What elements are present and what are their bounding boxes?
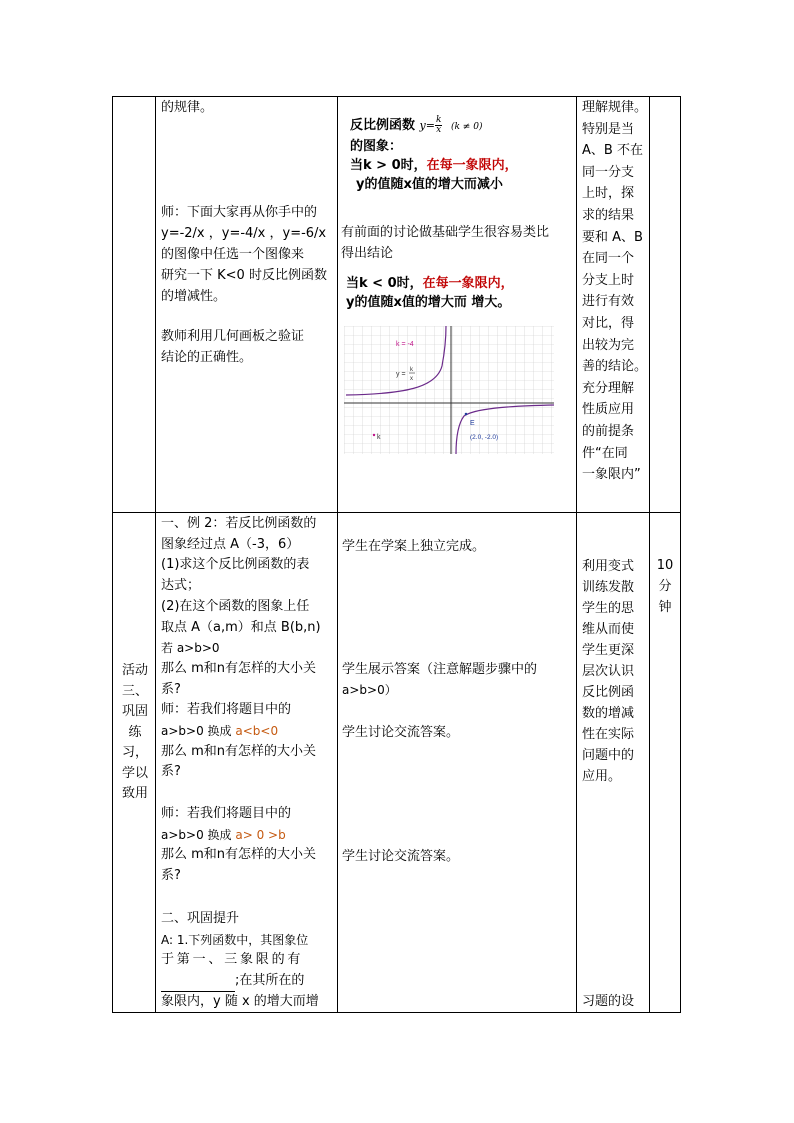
- graph-point-e: [465, 413, 468, 416]
- graph-k-axis-label: k: [377, 434, 381, 441]
- intent-line: 进行有效: [582, 294, 635, 310]
- verify-line: 结论的正确性。: [161, 350, 253, 365]
- graph-y-num: k: [410, 367, 413, 373]
- intent-line: 学生更深: [582, 643, 635, 658]
- k-positive-rule: 当k > 0时，在每一象限内，: [350, 158, 518, 173]
- example-line: 系?: [161, 681, 181, 697]
- k-positive-rule-line2: y的值随x值的增大而减小: [356, 177, 503, 192]
- example-line: 图象经过点 A（-3，6）: [161, 536, 300, 552]
- duration-line: 钟: [658, 600, 672, 615]
- example-problem-cell: [161, 514, 333, 783]
- variant-question: 那么 m和n有怎样的大小关: [161, 847, 317, 863]
- exercise-line: ;在其所在的: [161, 971, 333, 992]
- duration-cell: [652, 555, 678, 618]
- intent-line: A、B 不在: [582, 143, 643, 159]
- graph-k-marker: [373, 434, 375, 436]
- function-definition: [350, 116, 572, 194]
- stage-line: 致用: [121, 786, 148, 801]
- intent-line: 层次认识: [582, 664, 635, 679]
- exercise-line: 于第一、三象限的有: [161, 952, 304, 968]
- intent-line: 求的结果: [582, 207, 635, 223]
- intent-line: 应用。: [582, 769, 622, 784]
- teacher-verify: [161, 326, 333, 368]
- example-line: 达式；: [161, 578, 201, 594]
- stage-line: 习，: [121, 745, 148, 760]
- stage-line: 学以: [121, 765, 148, 781]
- student-activity-2-line: 学生展示答案（注意解题步骤中的: [342, 662, 538, 677]
- intent-line: 问题中的: [582, 748, 635, 763]
- graph-y-den: x: [410, 376, 413, 382]
- graph-point-label: E: [470, 420, 475, 427]
- intent-line: 特别是当: [582, 121, 635, 137]
- graph-grid: [344, 326, 554, 454]
- stage-line: 三、: [121, 683, 148, 699]
- example-line: (1)求这个反比例函数的表: [161, 557, 310, 573]
- stage-line: 活动: [121, 663, 148, 678]
- teacher-line: 的增减性。: [161, 289, 227, 304]
- table-border-right: [680, 96, 681, 1013]
- design-intent-cell: [582, 97, 648, 486]
- k-negative-line1: 当k < 0时，在每一象限内，: [346, 276, 514, 291]
- student-activity-1: 学生在学案上独立完成。: [342, 539, 486, 554]
- col-divider-4: [649, 96, 650, 1013]
- teacher-variant-2: 师：若我们将题目中的: [161, 806, 292, 821]
- k-negative-line2: y的值随x值的增大而 增大。: [346, 295, 511, 310]
- table-border-left: [112, 96, 113, 1013]
- intent-line: 在同一个: [582, 251, 635, 267]
- graph-point-coord: (2.0, -2.0): [470, 434, 499, 441]
- example-line: 若 a>b>0: [161, 641, 220, 656]
- intent-line: 利用变式: [582, 559, 635, 574]
- stage-line: 练: [128, 724, 142, 740]
- intent-line: 反比例函: [582, 685, 635, 700]
- intent-line: 分支上时: [582, 272, 635, 288]
- variant-question: 那么 m和n有怎样的大小关: [161, 743, 317, 759]
- derive-line: 有前面的讨论做基础学生很容易类比: [341, 225, 550, 240]
- stage-line: 巩固: [121, 704, 148, 719]
- teacher-instruction: [161, 202, 333, 307]
- student-activity-3: 学生讨论交流答案。: [342, 725, 460, 740]
- teacher-variant-2-block: [161, 804, 333, 887]
- rule-text: 的规律。: [161, 100, 214, 115]
- consolidation-block: [161, 909, 333, 1013]
- intent-line: 要和 A、B: [582, 229, 643, 245]
- teacher-activity-cell: [161, 97, 333, 118]
- graph-y-label: y =: [396, 371, 406, 378]
- example-line: 那么 m和n有怎样的大小关: [161, 660, 317, 676]
- duration-line: 10: [656, 558, 674, 573]
- function-heading: 反比例函数 y= $\frac{k}{x}$ (k ≠ 0): [350, 115, 483, 135]
- intent-line: 性在实际: [582, 727, 635, 742]
- duration-line: 分: [658, 579, 672, 594]
- activity-stage-cell: [117, 661, 153, 805]
- student-activity-2-line: a>b>0）: [342, 683, 397, 697]
- intent-line: 的前提条: [582, 423, 635, 439]
- exercise-line: 象限内，y 随 x 的增大而增: [161, 993, 319, 1009]
- section-heading: 二、巩固提升: [161, 911, 240, 926]
- intent-line: 维从而使: [582, 622, 635, 637]
- graph-k-label: k = -4: [396, 341, 414, 348]
- teacher-line: y=-2/x ，y=-4/x ，y=-6/x: [161, 226, 327, 241]
- teacher-variant-1-cond: a>b>0 换成 a<b<0: [161, 724, 279, 739]
- teacher-intro-line: 师：下面大家再从你手中的: [161, 205, 318, 220]
- student-activity-2: [342, 659, 574, 701]
- example-line: (2)在这个函数的图象上任: [161, 598, 310, 614]
- row-divider: [112, 512, 681, 513]
- intent-line: 对比，得: [582, 315, 635, 331]
- intent-line: 性质应用: [582, 402, 635, 418]
- student-activity-4: 学生讨论交流答案。: [342, 849, 460, 864]
- verify-line: 教师利用几何画板之验证: [161, 329, 305, 344]
- col-divider-3: [576, 96, 577, 1013]
- k-negative-rule: [346, 274, 574, 312]
- example-line: 取点 A（a,m）和点 B(b,n): [161, 619, 321, 635]
- hyperbola-graph: [344, 326, 554, 454]
- col-divider-2: [337, 96, 338, 1013]
- example-line: 一、例 2：若反比例函数的: [161, 516, 317, 531]
- intent-line: 充分理解: [582, 380, 635, 396]
- intent-line: 数的增减: [582, 706, 635, 721]
- teacher-variant-1: 师：若我们将题目中的: [161, 702, 292, 718]
- intent-line: 件“在同: [582, 445, 628, 461]
- intent-line: 理解规律。: [582, 100, 648, 115]
- answer-blank[interactable]: [161, 977, 235, 992]
- teacher-variant-2-cond: a>b>0 换成 a> 0 >b: [161, 827, 286, 842]
- k-over-x-fraction: $\frac{k}{x}$: [435, 115, 442, 135]
- design-intent-2-bottom: 习题的设: [582, 994, 635, 1009]
- teacher-line: 研究一下 K<0 时反比例函数: [161, 268, 327, 283]
- variant-question: 系?: [161, 868, 181, 884]
- col-divider-1: [155, 96, 156, 1013]
- derive-conclusion: [341, 222, 573, 264]
- intent-line: 训练发散: [582, 580, 635, 595]
- intent-line: 同一分支: [582, 164, 635, 180]
- teacher-line: 的图像中任选一个图像来: [161, 247, 305, 262]
- graph-of-label: 的图象：: [350, 139, 403, 154]
- exercise-line: A: 1.下列函数中，其图象位: [161, 932, 309, 947]
- intent-line: 学生的思: [582, 601, 635, 616]
- design-intent-2: [582, 556, 648, 787]
- variant-question: 系?: [161, 764, 181, 780]
- intent-line: 一象限内”: [582, 467, 641, 483]
- intent-line: 善的结论。: [582, 359, 648, 375]
- derive-line: 得出结论: [341, 246, 394, 261]
- intent-line: 出较为完: [582, 337, 635, 353]
- intent-line: 上时，探: [582, 186, 635, 202]
